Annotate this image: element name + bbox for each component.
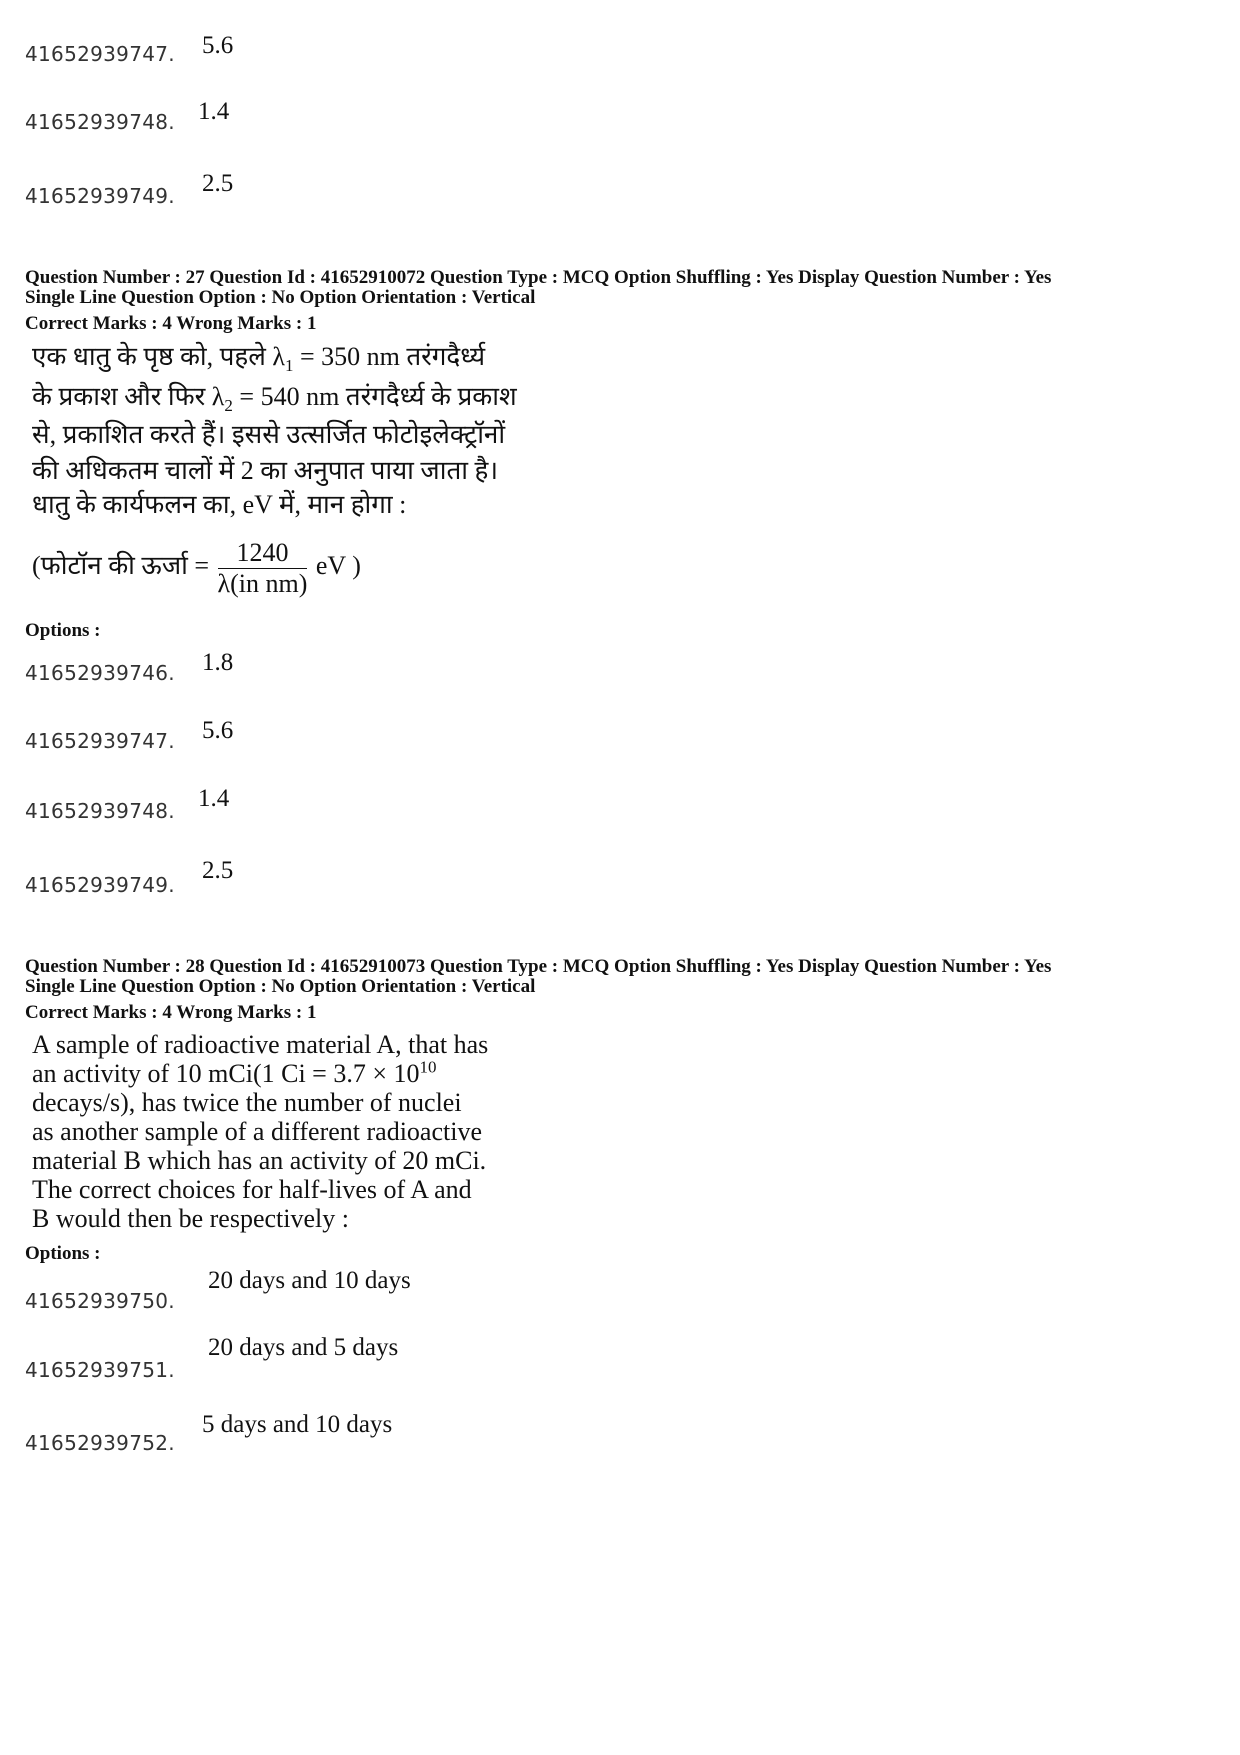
question-marks: Correct Marks : 4 Wrong Marks : 1: [25, 313, 317, 334]
question-meta: Question Number : 27 Question Id : 41652910072 Question Type : MCQ Option Shuffling : Yes Display Question Number : Yes: [25, 267, 1052, 288]
question-text-line: B would then be respectively :: [32, 1204, 349, 1233]
question-text-line: एक धातु के पृष्ठ को, पहले $\lambda_1 = 350$ nm तरंगदैर्ध्य: [32, 342, 486, 376]
option-id: 41652939752.: [25, 1431, 175, 1455]
option-value: 1.8: [202, 649, 234, 676]
question-text-line: an activity of 10 mCi(1 $Ci = 3.7 \times 10^{10}$: [32, 1057, 437, 1088]
option-id: 41652939749.: [25, 873, 175, 897]
formula: [32, 536, 361, 599]
option-id: 41652939746.: [25, 661, 175, 685]
option-value: 5.6: [202, 32, 234, 59]
option-id: 41652939748.: [25, 110, 175, 134]
question-text-line: के प्रकाश और फिर $\lambda_2 = 540$ nm तरंगदैर्ध्य के प्रकाश: [32, 382, 517, 416]
question-text-line: decays/s), has twice the number of nuclei: [32, 1088, 462, 1117]
options-label: Options :: [25, 620, 101, 641]
option-value: 2.5: [202, 857, 234, 884]
option-value: 5.6: [202, 717, 234, 744]
option-id: 41652939747.: [25, 729, 175, 753]
question-text-line: The correct choices for half-lives of A and: [32, 1175, 472, 1204]
options-label: Options :: [25, 1243, 101, 1264]
option-value: 1.4: [198, 785, 230, 812]
fraction: [218, 538, 308, 599]
question-meta: Question Number : 28 Question Id : 41652910073 Question Type : MCQ Option Shuffling : Yes Display Question Number : Yes: [25, 956, 1052, 977]
option-id: 41652939749.: [25, 184, 175, 208]
question-text-line: as another sample of a different radioactive: [32, 1117, 482, 1146]
question-text-line: धातु के कार्यफलन का, eV में, मान होगा :: [32, 490, 407, 519]
option-id: 41652939747.: [25, 42, 175, 66]
formula-open: (फोटॉन की ऊर्जा =: [32, 551, 216, 580]
question-text-line: की अधिकतम चालों में 2 का अनुपात पाया जाता है।: [32, 456, 499, 485]
option-id: 41652939748.: [25, 799, 175, 823]
question-text-line: material B which has an activity of 20 mCi.: [32, 1146, 487, 1175]
option-value: 20 days and 10 days: [208, 1267, 411, 1294]
question-meta-line2: Single Line Question Option : No Option Orientation : Vertical: [25, 976, 536, 997]
question-text-line: से, प्रकाशित करते हैं। इससे उत्सर्जित फोटोइलेक्ट्रॉनों: [32, 420, 506, 449]
option-value: 20 days and 5 days: [208, 1334, 399, 1361]
option-value: 1.4: [198, 98, 230, 125]
option-value: 2.5: [202, 170, 234, 197]
fraction-numerator: 1240: [218, 538, 308, 569]
option-value: 5 days and 10 days: [202, 1411, 393, 1438]
option-id: 41652939750.: [25, 1289, 175, 1313]
question-text-line: A sample of radioactive material A, that has: [32, 1030, 489, 1059]
formula-close: eV ): [315, 551, 361, 580]
option-id: 41652939751.: [25, 1358, 175, 1382]
fraction-denominator: λ(in nm): [217, 568, 308, 598]
question-meta-line2: Single Line Question Option : No Option Orientation : Vertical: [25, 287, 536, 308]
question-marks: Correct Marks : 4 Wrong Marks : 1: [25, 1002, 317, 1023]
